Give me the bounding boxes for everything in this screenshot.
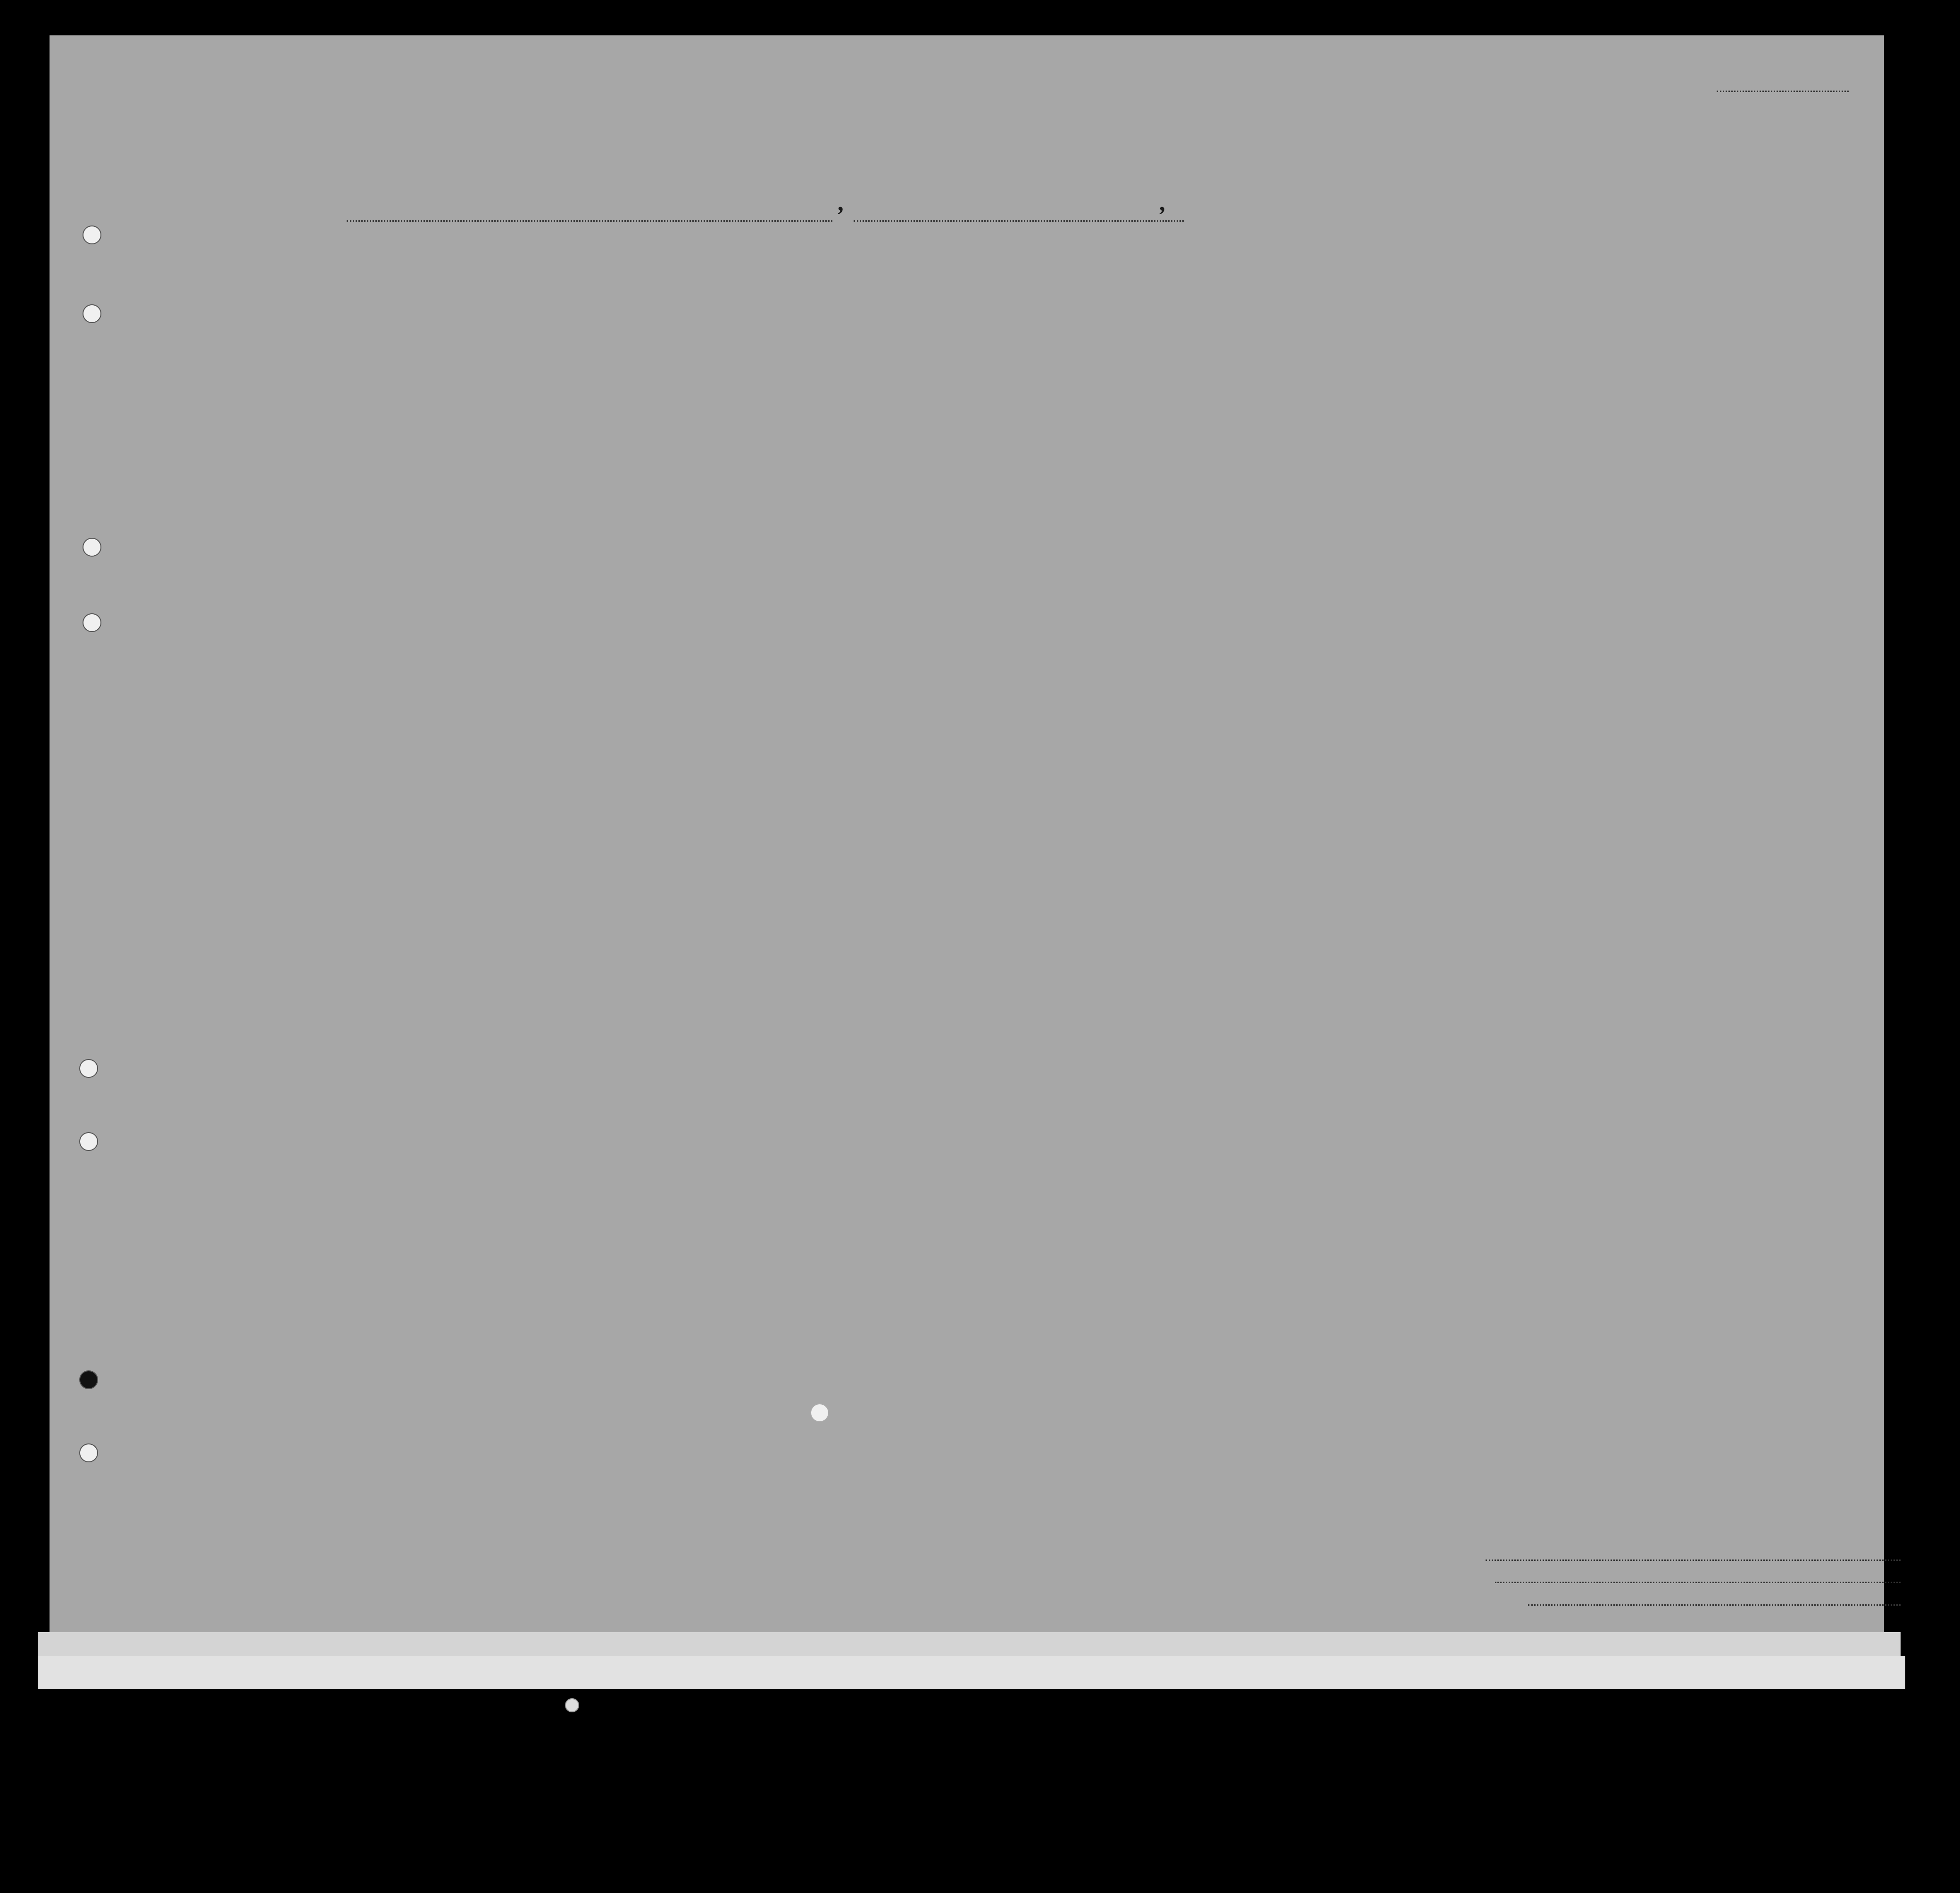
binder-hole: [83, 538, 101, 557]
binder-hole: [83, 304, 101, 323]
owners-underline: [1495, 1582, 1901, 1583]
binder-hole: [83, 613, 101, 632]
binder-hole: [810, 1403, 829, 1422]
line-underline: [1486, 1559, 1901, 1561]
binder-hole: [83, 225, 101, 244]
local-agents-underline: [1528, 1604, 1901, 1606]
date-comma: ,: [839, 189, 845, 216]
binder-hole: [79, 1370, 98, 1389]
binder-hole: [79, 1443, 98, 1462]
year-comma: ,: [1160, 189, 1166, 216]
binder-hole: [79, 1059, 98, 1078]
binder-hole: [79, 1132, 98, 1151]
binder-hole: [565, 1698, 579, 1712]
